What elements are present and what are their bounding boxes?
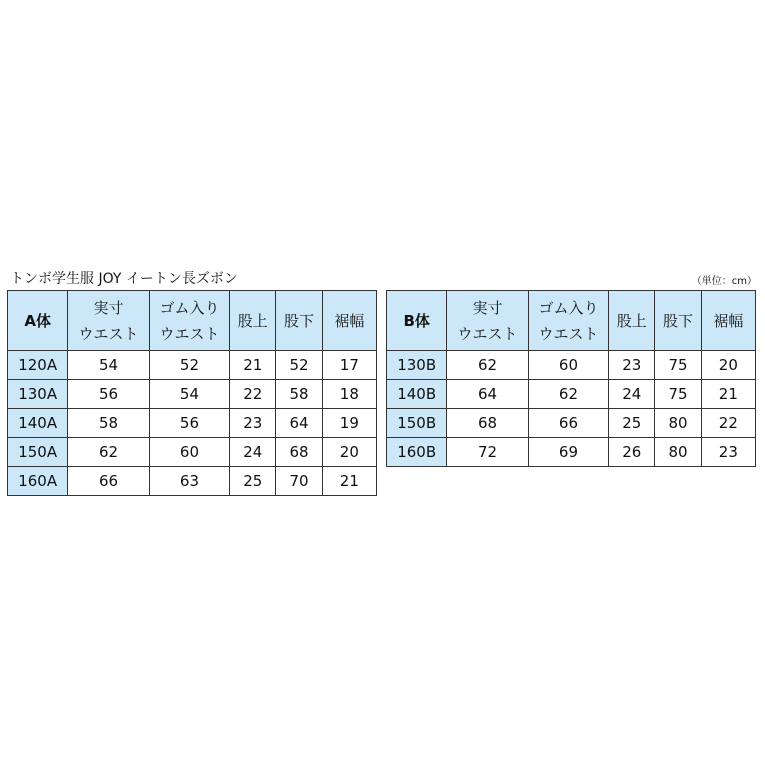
value-cell: 69 (528, 438, 608, 467)
size-label-cell: 150B (387, 409, 447, 438)
header-cell: 股下 (276, 291, 322, 351)
size-label-cell: 130A (8, 380, 68, 409)
value-cell: 23 (609, 351, 655, 380)
value-cell: 75 (655, 351, 701, 380)
value-cell: 56 (149, 409, 229, 438)
header-cell: 実寸 ウエスト (68, 291, 149, 351)
table-row (8, 438, 377, 467)
size-label-cell: 140B (387, 380, 447, 409)
value-cell: 25 (230, 467, 276, 496)
header-cell: ゴム入り ウエスト (149, 291, 229, 351)
header-row (387, 291, 756, 351)
value-cell: 58 (276, 380, 322, 409)
table-row (387, 380, 756, 409)
value-cell: 75 (655, 380, 701, 409)
header-cell: 股上 (609, 291, 655, 351)
size-label-cell: 130B (387, 351, 447, 380)
value-cell: 54 (68, 351, 149, 380)
value-cell: 62 (68, 438, 149, 467)
value-cell: 54 (149, 380, 229, 409)
header-row (8, 291, 377, 351)
size-label-cell: 150A (8, 438, 68, 467)
size-label-cell: 120A (8, 351, 68, 380)
value-cell: 20 (701, 351, 755, 380)
header-cell: 裾幅 (701, 291, 755, 351)
value-cell: 52 (149, 351, 229, 380)
table-row (8, 467, 377, 496)
value-cell: 62 (447, 351, 528, 380)
header-cell: ゴム入り ウエスト (528, 291, 608, 351)
value-cell: 64 (276, 409, 322, 438)
size-label-cell: 140A (8, 409, 68, 438)
header-cell: 実寸 ウエスト (447, 291, 528, 351)
header-cell: 裾幅 (322, 291, 376, 351)
value-cell: 80 (655, 438, 701, 467)
value-cell: 22 (701, 409, 755, 438)
value-cell: 70 (276, 467, 322, 496)
value-cell: 20 (322, 438, 376, 467)
table-row (387, 351, 756, 380)
header-cell: 股下 (655, 291, 701, 351)
value-cell: 68 (447, 409, 528, 438)
value-cell: 25 (609, 409, 655, 438)
value-cell: 21 (322, 467, 376, 496)
table-row (387, 409, 756, 438)
value-cell: 64 (447, 380, 528, 409)
value-cell: 80 (655, 409, 701, 438)
value-cell: 24 (609, 380, 655, 409)
value-cell: 68 (276, 438, 322, 467)
value-cell: 58 (68, 409, 149, 438)
value-cell: 21 (701, 380, 755, 409)
size-table-a (7, 290, 377, 496)
value-cell: 66 (528, 409, 608, 438)
table-row (8, 409, 377, 438)
table-row (8, 351, 377, 380)
value-cell: 23 (230, 409, 276, 438)
value-cell: 21 (230, 351, 276, 380)
value-cell: 60 (149, 438, 229, 467)
value-cell: 52 (276, 351, 322, 380)
size-label-cell: 160B (387, 438, 447, 467)
value-cell: 18 (322, 380, 376, 409)
value-cell: 62 (528, 380, 608, 409)
value-cell: 17 (322, 351, 376, 380)
value-cell: 26 (609, 438, 655, 467)
table-row (387, 438, 756, 467)
header-cell: B体 (387, 291, 447, 351)
page-title: トンボ学生服 JOY イートン長ズボン (10, 271, 238, 287)
value-cell: 66 (68, 467, 149, 496)
size-table-b (386, 290, 756, 467)
value-cell: 72 (447, 438, 528, 467)
header-cell: A体 (8, 291, 68, 351)
value-cell: 60 (528, 351, 608, 380)
value-cell: 56 (68, 380, 149, 409)
value-cell: 19 (322, 409, 376, 438)
value-cell: 22 (230, 380, 276, 409)
table-row (8, 380, 377, 409)
value-cell: 24 (230, 438, 276, 467)
value-cell: 63 (149, 467, 229, 496)
value-cell: 23 (701, 438, 755, 467)
unit-note: （単位：cm） (691, 276, 757, 287)
header-cell: 股上 (230, 291, 276, 351)
size-label-cell: 160A (8, 467, 68, 496)
